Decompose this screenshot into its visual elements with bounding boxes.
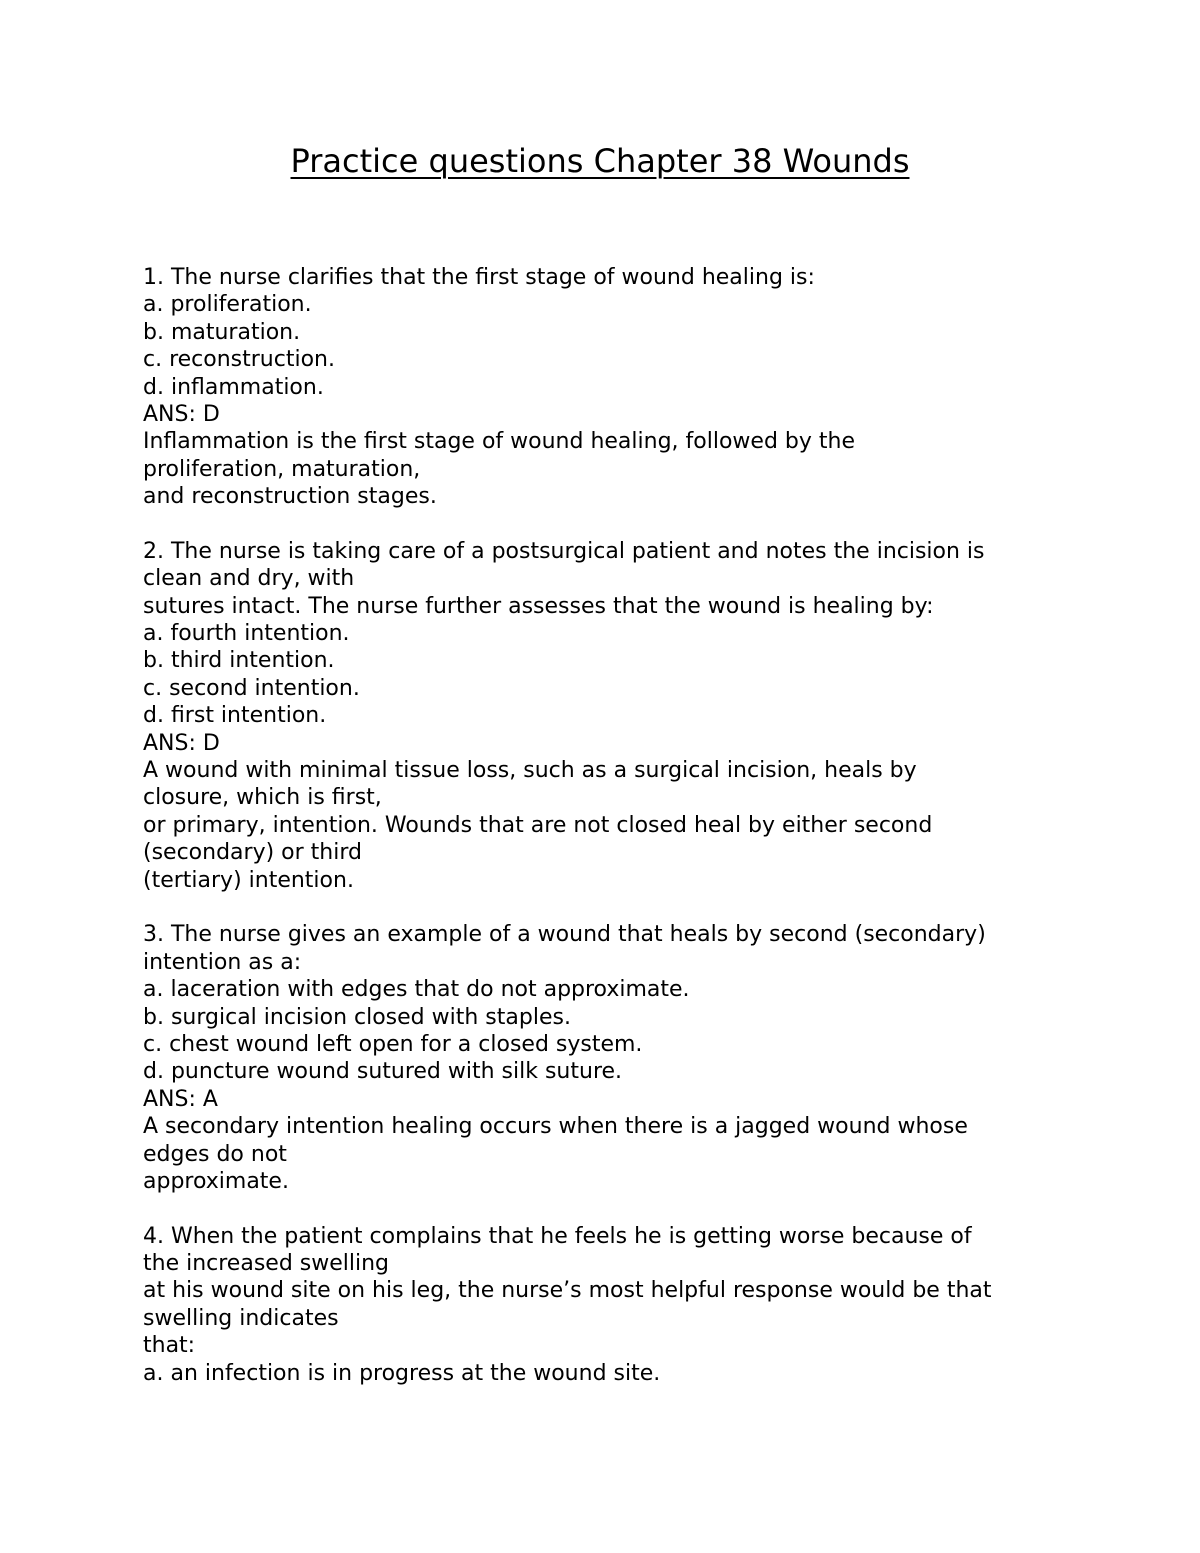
rationale-line: or primary, intention. Wounds that are not closed heal by either second <box>143 812 933 838</box>
rationale-line: and reconstruction stages. <box>143 484 437 510</box>
rationale-line: A wound with minimal tissue loss, such as a surgical incision, heals by <box>143 758 917 784</box>
page-title: Practice questions Chapter 38 Wounds <box>290 142 910 180</box>
answer-option: c. reconstruction. <box>143 347 335 373</box>
rationale-line: closure, which is first, <box>143 785 382 811</box>
answer-option: d. first intention. <box>143 703 327 729</box>
answer-option: d. puncture wound sutured with silk suture. <box>143 1059 623 1085</box>
answer-option: b. surgical incision closed with staples. <box>143 1004 571 1030</box>
question-text-line: clean and dry, with <box>143 566 355 592</box>
spacer <box>143 511 1103 538</box>
answer-key: ANS: D <box>143 401 220 427</box>
question-text-line: intention as a: <box>143 949 302 975</box>
rationale-line: Inflammation is the first stage of wound healing, followed by the <box>143 429 855 455</box>
question-block <box>143 921 1103 1195</box>
rationale-line: (tertiary) intention. <box>143 867 354 893</box>
question-text-line: swelling indicates <box>143 1305 339 1331</box>
spacer <box>143 894 1103 921</box>
answer-option: d. inflammation. <box>143 374 324 400</box>
answer-key: ANS: D <box>143 730 220 756</box>
question-text-line: 3. The nurse gives an example of a wound that heals by second (secondary) <box>143 922 986 948</box>
spacer <box>143 1195 1103 1222</box>
rationale-line: approximate. <box>143 1168 289 1194</box>
question-text-line: the increased swelling <box>143 1251 390 1277</box>
answer-option: b. maturation. <box>143 319 301 345</box>
question-block <box>143 1223 1103 1387</box>
questions-body <box>143 264 1103 1387</box>
question-text-line: sutures intact. The nurse further assesses that the wound is healing by: <box>143 593 934 619</box>
question-text-line: that: <box>143 1333 196 1359</box>
answer-option: c. second intention. <box>143 675 360 701</box>
answer-option: a. fourth intention. <box>143 621 350 647</box>
question-block <box>143 538 1103 894</box>
rationale-line: (secondary) or third <box>143 840 362 866</box>
question-block <box>143 264 1103 511</box>
question-text-line: 4. When the patient complains that he feels he is getting worse because of <box>143 1223 972 1249</box>
answer-option: c. chest wound left open for a closed system. <box>143 1031 643 1057</box>
answer-option: a. proliferation. <box>143 292 312 318</box>
answer-key: ANS: A <box>143 1086 218 1112</box>
question-text-line: at his wound site on his leg, the nurse’s most helpful response would be that <box>143 1278 992 1304</box>
rationale-line: proliferation, maturation, <box>143 456 421 482</box>
rationale-line: A secondary intention healing occurs when there is a jagged wound whose <box>143 1114 968 1140</box>
question-text-line: 1. The nurse clarifies that the first stage of wound healing is: <box>143 265 815 290</box>
rationale-line: edges do not <box>143 1141 287 1167</box>
answer-option: b. third intention. <box>143 648 335 674</box>
answer-option: a. laceration with edges that do not approximate. <box>143 977 690 1003</box>
answer-option: a. an infection is in progress at the wound site. <box>143 1360 661 1386</box>
question-text-line: 2. The nurse is taking care of a postsurgical patient and notes the incision is <box>143 538 985 564</box>
